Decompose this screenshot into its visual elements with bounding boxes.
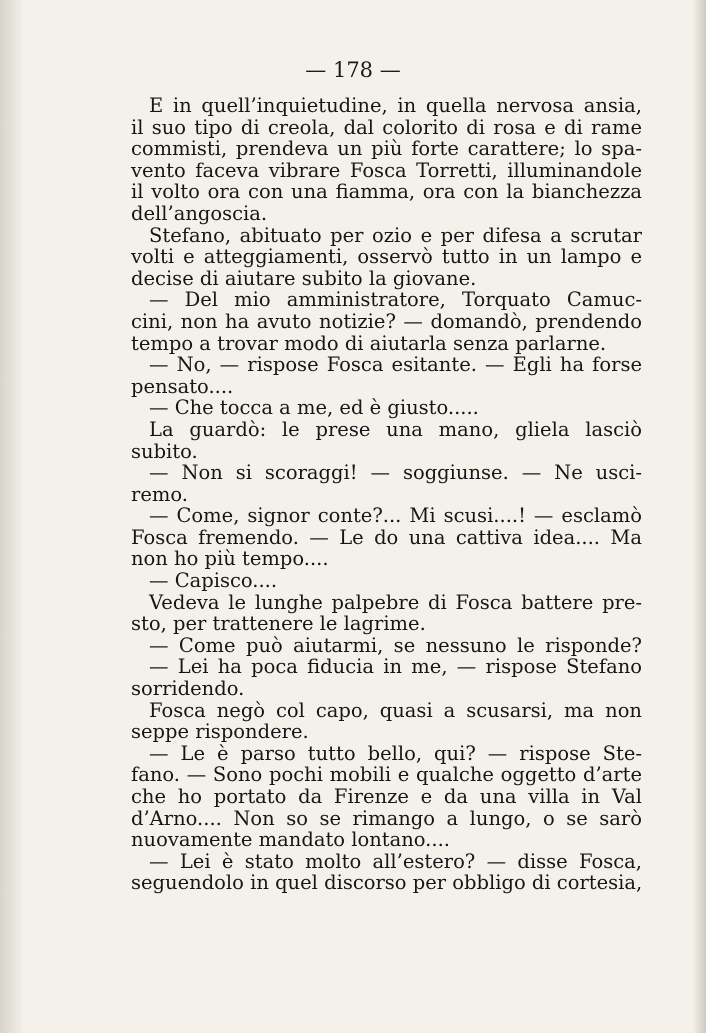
text-line: seppe rispondere. <box>131 720 309 744</box>
text-line: fano. — Sono pochi mobili e qualche oggetto d’arte <box>131 763 642 787</box>
text-line: — Le è parso tutto bello, qui? — rispose Ste- <box>149 741 642 765</box>
text-line: il volto ora con una fiamma, ora con la bianchezza <box>131 180 642 204</box>
text-line: — No, — rispose Fosca esitante. — Egli ha forse <box>149 353 642 377</box>
page-left-edge-shadow <box>0 0 22 1033</box>
text-line: remo. <box>131 482 188 506</box>
text-line: E in quell’inquietudine, in quella nervosa ansia, <box>149 94 642 117</box>
text-line: non ho più tempo.... <box>131 547 329 571</box>
text-line: Vedeva le lunghe palpebre di Fosca battere pre- <box>149 590 642 614</box>
text-line: cini, non ha avuto notizie? — domandò, prendendo <box>131 309 642 333</box>
text-line: pensato.... <box>131 374 234 398</box>
text-line: — Come può aiutarmi, se nessuno le risponde? <box>149 633 642 657</box>
text-line: Fosca fremendo. — Le do una cattiva idea.... Ma <box>131 525 642 549</box>
text-line: Stefano, abituato per ozio e per difesa a scrutar <box>149 223 642 247</box>
text-line: decise di aiutare subito la giovane. <box>131 266 477 290</box>
text-line: — Non si scoraggi! — soggiunse. — Ne usci- <box>149 461 642 485</box>
text-line: seguendolo in quel discorso per obbligo di cortesia, <box>131 871 643 895</box>
text-line: — Lei ha poca fiducia in me, — rispose Stefano <box>149 655 642 679</box>
body-text <box>131 95 642 894</box>
text-line: d’Arno.... Non so se rimango a lungo, o se sarò <box>131 806 642 830</box>
text-line: sorridendo. <box>131 677 245 701</box>
text-line: — Del mio amministratore, Torquato Camuc- <box>149 288 642 312</box>
text-line: sto, per trattenere le lagrime. <box>131 612 426 636</box>
page-right-edge-shadow <box>692 0 706 1033</box>
text-line: volti e atteggiamenti, osservò tutto in un lampo e <box>131 245 642 269</box>
text-line: — Lei è stato molto all’estero? — disse Fosca, <box>149 849 642 873</box>
text-line: La guardò: le prese una mano, gliela lasciò <box>149 417 642 441</box>
text-line: che ho portato da Firenze e da una villa in Val <box>131 785 642 808</box>
text-line: commisti, prendeva un più forte carattere; lo spa- <box>131 137 642 161</box>
text-line: — Che tocca a me, ed è giusto..... <box>149 396 479 420</box>
text-line: subito. <box>131 439 198 463</box>
text-line: dell’angoscia. <box>131 201 268 225</box>
text-line: nuovamente mandato lontano.... <box>131 828 450 852</box>
text-line: — Come, signor conte?... Mi scusi....! — esclamò <box>149 504 642 528</box>
text-line: tempo a trovar modo di aiutarla senza parlarne. <box>131 331 607 355</box>
text-line: vento faceva vibrare Fosca Torretti, illuminandole <box>131 158 642 182</box>
page-number: — 178 — <box>305 58 401 82</box>
text-line: il suo tipo di creola, dal colorito di rosa e di rame <box>131 115 642 139</box>
text-line: Fosca negò col capo, quasi a scusarsi, ma non <box>149 698 642 722</box>
text-line: — Capisco.... <box>149 569 278 593</box>
